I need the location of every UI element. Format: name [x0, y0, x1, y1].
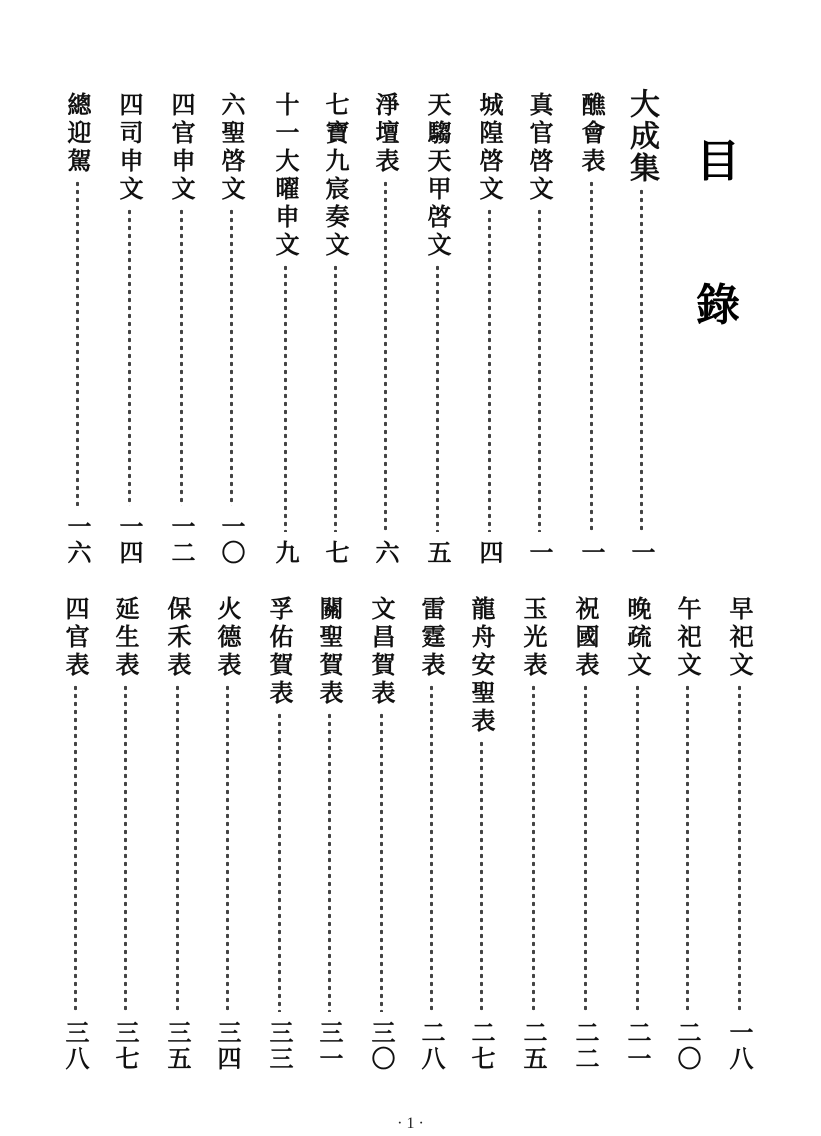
toc-entry: [414, 596, 448, 1072]
toc-entry-page: 二五: [519, 1020, 547, 1072]
toc-entry: [620, 596, 654, 1072]
toc-heading-mu: 目: [696, 136, 740, 187]
toc-entry: [318, 92, 352, 566]
toc-entry-page: 七: [321, 540, 349, 566]
toc-entry: [574, 92, 608, 566]
toc-entry-page: 九: [271, 540, 299, 566]
toc-entry-page: 二一: [623, 1020, 651, 1072]
toc-entry-page: 三〇: [367, 1020, 395, 1072]
toc-entry-title: 天騶天甲啓文: [423, 92, 451, 260]
toc-entry-title: 總迎駕: [63, 92, 91, 176]
dot-leader: [384, 180, 387, 532]
dot-leader: [686, 684, 689, 1012]
dot-leader: [640, 188, 643, 532]
dot-leader: [328, 712, 331, 1012]
dot-leader: [176, 684, 179, 1012]
toc-entry: [722, 596, 756, 1072]
toc-entry-page: 四: [475, 540, 503, 566]
dot-leader: [230, 208, 233, 506]
toc-entry-page: 三四: [213, 1020, 241, 1072]
dot-leader: [488, 208, 491, 532]
toc-entry: [214, 92, 248, 566]
toc-entry-title: 火德表: [213, 596, 241, 680]
toc-entry-title: 延生表: [111, 596, 139, 680]
toc-entry-title: 大成集: [624, 88, 659, 184]
toc-entry: [670, 596, 704, 1072]
toc-entry-title: 早祀文: [725, 596, 753, 680]
toc-entry: [420, 92, 454, 566]
toc-entry-title: 城隍啓文: [475, 92, 503, 204]
dot-leader: [76, 180, 79, 506]
toc-entry-page: 三五: [163, 1020, 191, 1072]
toc-entry: [210, 596, 244, 1072]
toc-entry-page: 一: [577, 540, 605, 566]
toc-entry-page: 一二: [167, 514, 195, 566]
toc-entry-title: 晚疏文: [623, 596, 651, 680]
toc-entry-page: 一: [525, 540, 553, 566]
toc-entry-page: 三七: [111, 1020, 139, 1072]
toc-entry-title: 淨壇表: [371, 92, 399, 176]
toc-entry-title: 午祀文: [673, 596, 701, 680]
toc-entry: [164, 92, 198, 566]
page-number: · 1 ·: [397, 1115, 424, 1132]
toc-entry-page: 三八: [61, 1020, 89, 1072]
toc-entry-page: 二〇: [673, 1020, 701, 1072]
toc-entry-page: 三一: [315, 1020, 343, 1072]
toc-entry-page: 六: [371, 540, 399, 566]
dot-leader: [334, 264, 337, 532]
dot-leader: [226, 684, 229, 1012]
toc-entry: [624, 88, 658, 566]
toc-entry: [268, 92, 302, 566]
toc-entry: [522, 92, 556, 566]
dot-leader: [584, 684, 587, 1012]
toc-entry-title: 關聖賀表: [315, 596, 343, 708]
toc-entry-page: 三三: [265, 1020, 293, 1072]
toc-entry: [262, 596, 296, 1072]
toc-entry-title: 保禾表: [163, 596, 191, 680]
toc-entry-page: 一: [627, 540, 655, 566]
toc-entry-title: 醮會表: [577, 92, 605, 176]
toc-entry: [160, 596, 194, 1072]
toc-entry-page: 五: [423, 540, 451, 566]
toc-entry-title: 四官申文: [167, 92, 195, 204]
dot-leader: [284, 264, 287, 532]
toc-entry: [60, 92, 94, 566]
dot-leader: [532, 684, 535, 1012]
toc-entry: [108, 596, 142, 1072]
toc-entry-title: 玉光表: [519, 596, 547, 680]
toc-entry-page: 一〇: [217, 514, 245, 566]
toc-entry: [364, 596, 398, 1072]
toc-entry-title: 真官啓文: [525, 92, 553, 204]
toc-entry: [568, 596, 602, 1072]
dot-leader: [590, 180, 593, 532]
toc-entry: [516, 596, 550, 1072]
dot-leader: [430, 684, 433, 1012]
toc-entry-page: 二八: [417, 1020, 445, 1072]
toc-entry-page: 二二: [571, 1020, 599, 1072]
toc-entry-title: 雷霆表: [417, 596, 445, 680]
dot-leader: [436, 264, 439, 532]
toc-entry-page: 二七: [467, 1020, 495, 1072]
toc-entry: [472, 92, 506, 566]
toc-entry: [58, 596, 92, 1072]
dot-leader: [124, 684, 127, 1012]
toc-entry-title: 十一大曜申文: [271, 92, 299, 260]
dot-leader: [278, 712, 281, 1012]
toc-entry-title: 文昌賀表: [367, 596, 395, 708]
toc-heading-lu: 錄: [696, 280, 740, 331]
toc-entry: [368, 92, 402, 566]
dot-leader: [128, 208, 131, 506]
toc-entry-page: 一八: [725, 1020, 753, 1072]
toc-entry-title: 六聖啓文: [217, 92, 245, 204]
dot-leader: [480, 740, 483, 1012]
toc-entry: [464, 596, 498, 1072]
dot-leader: [74, 684, 77, 1012]
dot-leader: [738, 684, 741, 1012]
dot-leader: [180, 208, 183, 506]
toc-entry-title: 孚佑賀表: [265, 596, 293, 708]
dot-leader: [538, 208, 541, 532]
toc-entry-title: 龍舟安聖表: [467, 596, 495, 736]
toc-entry-page: 一四: [115, 514, 143, 566]
toc-entry: [112, 92, 146, 566]
toc-entry: [312, 596, 346, 1072]
dot-leader: [380, 712, 383, 1012]
toc-entry-title: 七寶九宸奏文: [321, 92, 349, 260]
toc-entry-title: 四司申文: [115, 92, 143, 204]
toc-entry-page: 一六: [63, 514, 91, 566]
toc-entry-title: 祝國表: [571, 596, 599, 680]
toc-entry-title: 四官表: [61, 596, 89, 680]
dot-leader: [636, 684, 639, 1012]
